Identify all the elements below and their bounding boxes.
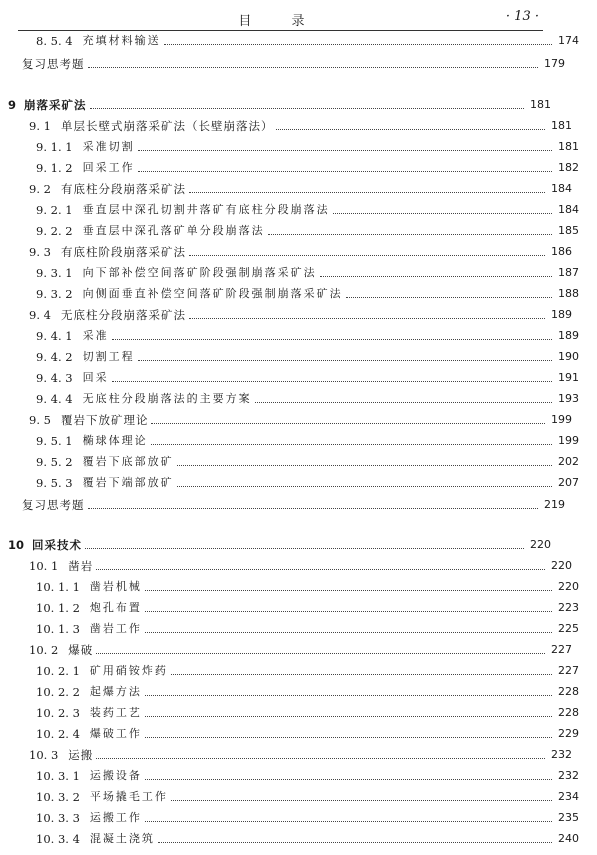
toc-entry-page: 188 — [558, 287, 579, 300]
dot-leader — [138, 360, 552, 361]
toc-entry-number: 9. 3. 1 — [36, 266, 73, 280]
toc-entry-page: 240 — [558, 832, 579, 845]
toc-entry-title: 回采 — [82, 371, 109, 384]
toc-entry-number: 10. 1. 3 — [36, 622, 80, 636]
toc-entry-title: 爆破工作 — [89, 727, 142, 740]
dot-leader — [171, 674, 552, 675]
toc-entry-title: 单层长壁式崩落采矿法（长壁崩落法） — [60, 119, 274, 133]
dot-leader — [268, 234, 552, 235]
toc-entry-title: 回采技术 — [32, 538, 83, 552]
toc-entry[interactable] — [0, 197, 597, 217]
toc-entry-number: 9 — [8, 98, 17, 112]
toc-entry[interactable] — [0, 281, 597, 301]
toc-entry-number: 10. 3. 4 — [36, 832, 80, 846]
dot-leader — [333, 213, 552, 214]
toc-entry-page: 199 — [558, 434, 579, 447]
toc-entry[interactable] — [0, 574, 597, 594]
toc-entry-number: 9. 5 — [29, 413, 51, 427]
toc-entry-number: 9. 4. 2 — [36, 350, 73, 364]
toc-entry-title: 有底柱分段崩落采矿法 — [60, 182, 186, 196]
toc-entry[interactable] — [0, 721, 597, 741]
toc-entry-number: 10. 1. 2 — [36, 601, 80, 615]
toc-entry[interactable] — [0, 532, 569, 552]
toc-entry[interactable] — [0, 637, 590, 657]
dot-leader — [151, 423, 545, 424]
dot-leader — [177, 465, 552, 466]
toc-entry[interactable] — [0, 260, 597, 280]
toc-entry-page: 232 — [551, 748, 572, 761]
toc-entry-title: 覆岩下底部放矿 — [82, 455, 174, 468]
toc-entry-title: 装药工艺 — [89, 706, 142, 719]
toc-entry-number: 10. 1 — [29, 559, 59, 573]
toc-entry-number: 10. 3. 2 — [36, 790, 80, 804]
toc-entry-number: 9. 4. 4 — [36, 392, 73, 406]
toc-entry[interactable] — [0, 113, 590, 133]
toc-entry-number: 10. 2. 3 — [36, 706, 80, 720]
toc-entry-page: 187 — [558, 266, 579, 279]
toc-entry[interactable] — [0, 28, 597, 48]
toc-entry[interactable] — [0, 51, 583, 71]
toc-entry[interactable] — [0, 239, 590, 259]
toc-entry-title: 无底柱分段崩落法的主要方案 — [82, 392, 252, 405]
dot-leader — [171, 800, 552, 801]
toc-entry-number: 9. 3 — [29, 245, 51, 259]
toc-entry-number: 9. 1. 2 — [36, 161, 73, 175]
toc-entry-page: 227 — [558, 664, 579, 677]
toc-entry-title: 有底柱阶段崩落采矿法 — [60, 245, 186, 259]
toc-entry-page: 229 — [558, 727, 579, 740]
toc-entry-title: 向侧面垂直补偿空间落矿阶段强制崩落采矿法 — [82, 287, 343, 300]
toc-entry-title: 凿岩工作 — [89, 622, 142, 635]
toc-entry-title: 运搬设备 — [89, 769, 142, 782]
dot-leader — [145, 695, 552, 696]
dot-leader — [96, 653, 545, 654]
toc-entry[interactable] — [0, 218, 597, 238]
toc-entry-number: 9. 1 — [29, 119, 51, 133]
toc-entry-title: 炮孔布置 — [89, 601, 142, 614]
toc-entry[interactable] — [0, 134, 597, 154]
toc-entry-number: 9. 5. 2 — [36, 455, 73, 469]
toc-entry-page: 220 — [530, 538, 551, 551]
toc-entry-number: 9. 3. 2 — [36, 287, 73, 301]
toc-entry-page: 189 — [551, 308, 572, 321]
toc-entry-title: 椭球体理论 — [82, 434, 148, 447]
toc-entry[interactable] — [0, 784, 597, 804]
toc-entry-number: 10. 3 — [29, 748, 59, 762]
toc-entry-number: 10. 3. 3 — [36, 811, 80, 825]
dot-leader — [177, 486, 552, 487]
dot-leader — [112, 381, 552, 382]
toc-entry[interactable] — [0, 449, 597, 469]
dot-leader — [164, 44, 552, 45]
toc-entry-title: 采准 — [82, 329, 109, 342]
toc-entry-number: 10 — [8, 538, 25, 552]
dot-leader — [158, 842, 552, 843]
dot-leader — [145, 590, 552, 591]
toc-entry-title: 矿用硝铵炸药 — [89, 664, 168, 677]
toc-entry-title: 运搬 — [68, 748, 94, 762]
toc-entry-page: 220 — [551, 559, 572, 572]
toc-entry-number: 9. 4 — [29, 308, 51, 322]
toc-entry[interactable] — [0, 428, 597, 448]
dot-leader — [112, 339, 552, 340]
dot-leader — [145, 632, 552, 633]
dot-leader — [145, 779, 552, 780]
toc-entry-page: 227 — [551, 643, 572, 656]
toc-entry-page: 228 — [558, 685, 579, 698]
dot-leader — [255, 402, 552, 403]
dot-leader — [88, 67, 539, 68]
dot-leader — [189, 255, 545, 256]
dot-leader — [90, 108, 524, 109]
toc-entry-number: 9. 2 — [29, 182, 51, 196]
toc-entry-number: 10. 2. 2 — [36, 685, 80, 699]
toc-entry-page: 185 — [558, 224, 579, 237]
toc-entry[interactable] — [0, 763, 597, 783]
toc-entry-title: 采准切割 — [82, 140, 135, 153]
dot-leader — [96, 569, 545, 570]
toc-entry[interactable] — [0, 553, 590, 573]
toc-entry-title: 平场撬毛工作 — [89, 790, 168, 803]
page-number: · 13 · — [505, 9, 539, 24]
dot-leader — [145, 611, 552, 612]
toc-entry-title: 垂直层中深孔落矿单分段崩落法 — [82, 224, 265, 237]
toc-entry-number: 10. 2. 1 — [36, 664, 80, 678]
toc-entry-page: 193 — [558, 392, 579, 405]
toc-entry-number: 9. 2. 2 — [36, 224, 73, 238]
dot-leader — [145, 821, 552, 822]
dot-leader — [145, 716, 552, 717]
toc-entry-page: 174 — [558, 34, 579, 47]
dot-leader — [189, 192, 545, 193]
toc-entry-page: 186 — [551, 245, 572, 258]
toc-entry[interactable] — [0, 365, 597, 385]
toc-entry-title: 运搬工作 — [89, 811, 142, 824]
toc-entry[interactable] — [0, 826, 597, 846]
toc-entry-number: 9. 5. 1 — [36, 434, 73, 448]
toc-entry[interactable] — [0, 658, 597, 678]
toc-entry-title: 垂直层中深孔切割井落矿有底柱分段崩落法 — [82, 203, 330, 216]
toc-entry-page: 202 — [558, 455, 579, 468]
dot-leader — [189, 318, 545, 319]
toc-entry[interactable] — [0, 323, 597, 343]
toc-entry-title: 凿岩 — [68, 559, 94, 573]
toc-entry[interactable] — [0, 700, 597, 720]
toc-entry-title: 崩落采矿法 — [24, 98, 87, 112]
toc-entry-number: 9. 1. 1 — [36, 140, 73, 154]
toc-entry-title: 复习思考题 — [22, 498, 85, 512]
dot-leader — [151, 444, 552, 445]
toc-entry-number: 10. 2. 4 — [36, 727, 80, 741]
toc-entry[interactable] — [0, 679, 597, 699]
toc-entry-page: 190 — [558, 350, 579, 363]
toc-entry[interactable] — [0, 344, 597, 364]
toc-entry-page: 228 — [558, 706, 579, 719]
toc-entry-title: 向下部补偿空间落矿阶段强制崩落采矿法 — [82, 266, 317, 279]
toc-entry-title: 混凝土浇筑 — [89, 832, 155, 845]
toc-entry-title: 凿岩机械 — [89, 580, 142, 593]
toc-entry-page: 181 — [551, 119, 572, 132]
toc-entry[interactable] — [0, 742, 590, 762]
toc-entry-number: 9. 4. 3 — [36, 371, 73, 385]
toc-entry-number: 10. 3. 1 — [36, 769, 80, 783]
toc-entry-page: 189 — [558, 329, 579, 342]
toc-entry-title: 无底柱分段崩落采矿法 — [60, 308, 186, 322]
dot-leader — [346, 297, 552, 298]
toc-entry-page: 219 — [544, 498, 565, 511]
toc-entry-page: 181 — [558, 140, 579, 153]
dot-leader — [145, 737, 552, 738]
toc-entry-number: 8. 5. 4 — [36, 34, 73, 48]
dot-leader — [85, 548, 524, 549]
toc-entry-page: 184 — [551, 182, 572, 195]
toc-entry-number: 9. 4. 1 — [36, 329, 73, 343]
dot-leader — [138, 171, 552, 172]
toc-entry[interactable] — [0, 595, 597, 615]
toc-entry-page: 234 — [558, 790, 579, 803]
toc-entry-number: 10. 2 — [29, 643, 59, 657]
toc-entry-page: 232 — [558, 769, 579, 782]
toc-entry-title: 爆破 — [68, 643, 94, 657]
toc-entry-page: 184 — [558, 203, 579, 216]
toc-entry-title: 切割工程 — [82, 350, 135, 363]
toc-entry-page: 235 — [558, 811, 579, 824]
toc-entry-page: 181 — [530, 98, 551, 111]
toc-entry-title: 覆岩下放矿理论 — [60, 413, 149, 427]
toc-entry-number: 9. 2. 1 — [36, 203, 73, 217]
toc-entry[interactable] — [0, 805, 597, 825]
toc-entry[interactable] — [0, 176, 590, 196]
dot-leader — [96, 758, 545, 759]
toc-entry[interactable] — [0, 616, 597, 636]
page-title: 目 录 — [238, 14, 323, 29]
toc-entry-page: 225 — [558, 622, 579, 635]
toc-entry-title: 回采工作 — [82, 161, 135, 174]
toc-entry[interactable] — [0, 155, 597, 175]
toc-entry-title: 覆岩下端部放矿 — [82, 476, 174, 489]
toc-entry-number: 10. 1. 1 — [36, 580, 80, 594]
toc-entry-page: 199 — [551, 413, 572, 426]
dot-leader — [276, 129, 545, 130]
toc-entry-page: 223 — [558, 601, 579, 614]
toc-entry[interactable] — [0, 302, 590, 322]
toc-entry[interactable] — [0, 492, 583, 512]
toc-entry-page: 220 — [558, 580, 579, 593]
toc-entry-page: 191 — [558, 371, 579, 384]
toc-entry-page: 207 — [558, 476, 579, 489]
toc-entry-page: 182 — [558, 161, 579, 174]
toc-entry[interactable] — [0, 92, 569, 112]
toc-entry[interactable] — [0, 407, 590, 427]
dot-leader — [88, 508, 539, 509]
toc-entry-title: 充填材料输送 — [82, 34, 161, 47]
toc-entry-page: 179 — [544, 57, 565, 70]
toc-entry[interactable] — [0, 386, 597, 406]
toc-entry-number: 9. 5. 3 — [36, 476, 73, 490]
toc-entry-title: 复习思考题 — [22, 57, 85, 71]
toc-entry-title: 起爆方法 — [89, 685, 142, 698]
toc-entry[interactable] — [0, 470, 597, 490]
dot-leader — [320, 276, 552, 277]
dot-leader — [138, 150, 552, 151]
